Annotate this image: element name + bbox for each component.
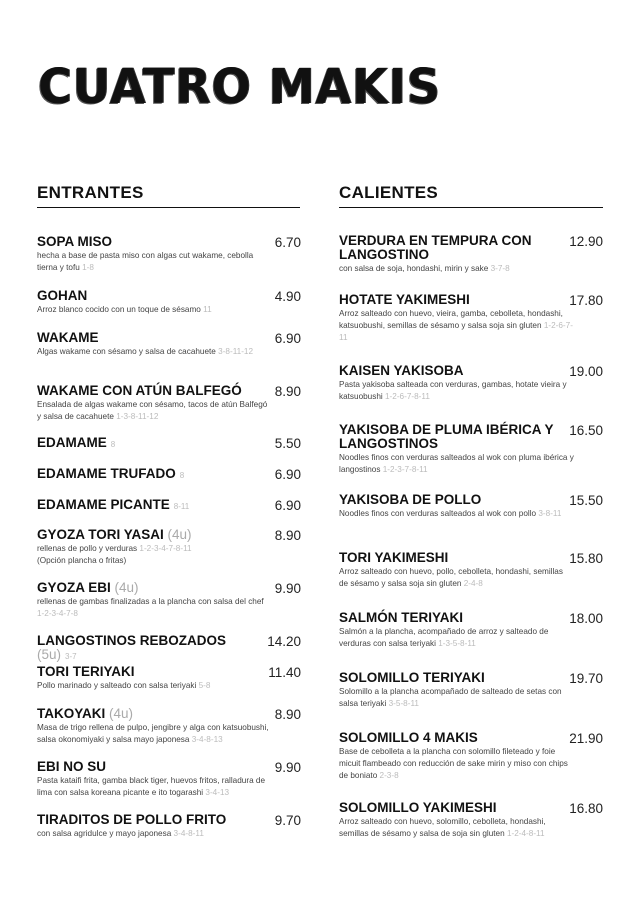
item-name: SOPA MISO bbox=[37, 234, 113, 249]
item-description: hecha a base de pasta miso con algas cut wakame, cebolla tierna y tofu bbox=[37, 251, 254, 272]
menu-item bbox=[37, 384, 301, 423]
item-description: Arroz salteado con huevo, solomillo, cebolleta, hondashi, semillas de sésamo y salsa de soja sin gluten bbox=[339, 817, 546, 838]
menu-item bbox=[37, 813, 301, 840]
item-name: EDAMAME TRUFADO bbox=[37, 466, 176, 481]
menu-item bbox=[339, 551, 603, 590]
item-allergens: 11 bbox=[203, 305, 212, 314]
menu-item bbox=[339, 364, 603, 403]
item-allergens: 1-2-3-4-7-8-11 bbox=[139, 544, 192, 553]
item-description-block bbox=[339, 816, 574, 840]
item-name: SALMÓN TERIYAKI bbox=[339, 610, 464, 625]
menu-item bbox=[339, 731, 603, 782]
item-name-row bbox=[37, 528, 252, 542]
item-quantity: (4u) bbox=[109, 706, 134, 721]
menu-item bbox=[37, 760, 301, 799]
item-price: 6.90 bbox=[274, 467, 301, 482]
menu-item bbox=[37, 581, 301, 620]
item-description: Masa de trigo rellena de pulpo, jengibre y alga con katsuobushi, salsa okonomiyaki y salsa mayo japonesa bbox=[37, 723, 269, 744]
item-price: 4.90 bbox=[274, 289, 301, 304]
item-description-block bbox=[37, 250, 272, 274]
item-name-row bbox=[37, 384, 252, 398]
item-price: 11.40 bbox=[268, 665, 301, 680]
item-allergens: 1-3-5-8-11 bbox=[438, 639, 476, 648]
menu-item bbox=[37, 436, 301, 452]
item-name-row bbox=[37, 813, 252, 827]
item-description: Pasta kataifi frita, gamba black tiger, huevos fritos, ralladura de lima con salsa koreana picante e ito togarashi bbox=[37, 776, 266, 797]
item-price: 5.50 bbox=[274, 436, 301, 451]
item-name-row bbox=[339, 551, 554, 565]
item-name: KAISEN YAKISOBA bbox=[339, 363, 464, 378]
menu-item bbox=[37, 331, 301, 358]
item-description: Algas wakame con sésamo y salsa de cacahuete bbox=[37, 347, 216, 356]
item-name: SOLOMILLO 4 MAKIS bbox=[339, 730, 478, 745]
section-heading-entrantes: ENTRANTES bbox=[37, 183, 300, 208]
menu-item bbox=[37, 665, 301, 692]
item-description-block bbox=[339, 566, 574, 590]
item-name-row bbox=[339, 364, 554, 378]
menu-item bbox=[339, 234, 603, 275]
section-heading-calientes: CALIENTES bbox=[339, 183, 603, 208]
item-description-block bbox=[37, 828, 272, 840]
item-allergens: 3-4-13 bbox=[205, 788, 230, 797]
item-allergens: 1-2-3-4-7-8 bbox=[37, 609, 78, 618]
item-price: 16.80 bbox=[569, 801, 603, 816]
item-price: 9.90 bbox=[274, 581, 301, 596]
item-name: EDAMAME bbox=[37, 435, 107, 450]
item-price: 19.70 bbox=[569, 671, 603, 686]
item-name-row bbox=[37, 665, 252, 679]
menu-item bbox=[37, 235, 301, 274]
item-price: 14.20 bbox=[267, 634, 301, 649]
item-description-block bbox=[37, 304, 272, 316]
item-name-row bbox=[37, 707, 252, 721]
menu-item bbox=[339, 423, 603, 476]
item-description: Solomillo a la plancha acompañado de salteado de setas con salsa teriyaki bbox=[339, 687, 562, 708]
item-price: 6.90 bbox=[274, 331, 301, 346]
item-price: 8.90 bbox=[274, 707, 301, 722]
item-description: con salsa agridulce y mayo japonesa bbox=[37, 829, 172, 838]
item-description-block bbox=[339, 626, 574, 650]
item-description: Arroz blanco cocido con un toque de sésamo bbox=[37, 305, 201, 314]
item-price: 8.90 bbox=[274, 528, 301, 543]
menu-item bbox=[339, 801, 603, 840]
menu-item bbox=[339, 671, 603, 710]
item-price: 8.90 bbox=[274, 384, 301, 399]
item-name: TAKOYAKI bbox=[37, 706, 106, 721]
item-name-row bbox=[37, 634, 252, 664]
item-name: GOHAN bbox=[37, 288, 88, 303]
restaurant-logo: CUATRO MAKIS bbox=[38, 58, 441, 115]
item-price: 6.70 bbox=[274, 235, 301, 250]
menu-item bbox=[339, 611, 603, 650]
item-price: 12.90 bbox=[569, 234, 603, 249]
item-description-block bbox=[339, 508, 574, 520]
item-description-block bbox=[37, 543, 272, 567]
item-name-row bbox=[339, 731, 554, 745]
item-name-row bbox=[339, 671, 554, 685]
item-name: HOTATE YAKIMESHI bbox=[339, 292, 470, 307]
item-name: WAKAME CON ATÚN BALFEGÓ bbox=[37, 383, 242, 398]
item-description-block bbox=[37, 680, 272, 692]
item-name-row bbox=[37, 760, 252, 774]
item-allergens: 3-5-8-11 bbox=[388, 699, 419, 708]
item-description-block bbox=[339, 746, 574, 782]
item-price: 19.00 bbox=[569, 364, 603, 379]
item-description-block bbox=[339, 452, 574, 476]
item-name-row bbox=[37, 498, 252, 514]
item-description: rellenas de pollo y verduras bbox=[37, 544, 138, 553]
item-description-block bbox=[37, 722, 272, 746]
item-name: YAKISOBA DE PLUMA IBÉRICA Y LANGOSTINOS bbox=[339, 422, 554, 451]
menu-item bbox=[37, 289, 301, 316]
item-quantity: (4u) bbox=[167, 527, 192, 542]
item-allergens: 5-8 bbox=[198, 681, 211, 690]
item-description: Arroz salteado con huevo, pollo, cebolleta, hondashi, semillas de sésamo y salsa soja sin gluten bbox=[339, 567, 563, 588]
item-name-row bbox=[37, 467, 252, 483]
item-allergens: 8 bbox=[179, 471, 185, 480]
item-name-row bbox=[339, 801, 554, 815]
item-description: Noodles finos con verduras salteados al wok con pollo bbox=[339, 509, 537, 518]
menu-item bbox=[339, 493, 603, 520]
item-description-block bbox=[339, 308, 574, 344]
item-allergens: 3-4-8-13 bbox=[191, 735, 223, 744]
item-name-row bbox=[339, 423, 554, 451]
item-description: Pasta yakisoba salteada con verduras, gambas, hotate vieira y katsuobushi bbox=[339, 380, 567, 401]
item-name: GYOZA TORI YASAI bbox=[37, 527, 164, 542]
item-name: YAKISOBA DE POLLO bbox=[339, 492, 482, 507]
item-description: Ensalada de algas wakame con sésamo, tacos de atún Balfegó y salsa de cacahuete bbox=[37, 400, 268, 421]
item-price: 9.90 bbox=[274, 760, 301, 775]
item-allergens: 1-2-4-8-11 bbox=[506, 829, 545, 838]
item-allergens: 3-7 bbox=[65, 652, 77, 661]
item-allergens: 8 bbox=[110, 440, 116, 449]
item-quantity: (4u) bbox=[114, 580, 139, 595]
item-allergens: 1-2-6-7-8-11 bbox=[384, 392, 430, 401]
menu-item bbox=[37, 498, 301, 514]
item-description-block bbox=[37, 346, 272, 358]
menu-item bbox=[339, 293, 603, 344]
item-allergens: 1-3-8-11-12 bbox=[116, 412, 159, 421]
item-description-block bbox=[339, 379, 574, 403]
item-description: Arroz salteado con huevo, vieira, gamba, cebolleta, hondashi, katsuobushi, semillas de sésamo y salsa soja sin gluten bbox=[339, 309, 563, 330]
item-note: (Opción plancha o fritas) bbox=[37, 556, 127, 565]
item-allergens: 3-4-8-11 bbox=[173, 829, 204, 838]
item-name-row bbox=[37, 436, 252, 452]
item-name-row bbox=[37, 581, 252, 595]
item-name: SOLOMILLO YAKIMESHI bbox=[339, 800, 497, 815]
item-price: 21.90 bbox=[569, 731, 603, 746]
item-price: 6.90 bbox=[274, 498, 301, 513]
item-description-block bbox=[339, 686, 574, 710]
item-quantity: (5u) bbox=[37, 647, 62, 662]
item-price: 17.80 bbox=[569, 293, 603, 308]
menu-item bbox=[37, 467, 301, 483]
item-name-row bbox=[339, 234, 554, 262]
item-name-row bbox=[37, 235, 252, 249]
item-description: Pollo marinado y salteado con salsa teriyaki bbox=[37, 681, 197, 690]
menu-item bbox=[37, 528, 301, 567]
item-allergens: 3-8-11-12 bbox=[218, 347, 254, 356]
item-allergens: 8-11 bbox=[173, 502, 190, 511]
item-name-row bbox=[339, 293, 554, 307]
item-description: Noodles finos con verduras salteados al wok con pluma ibérica y langostinos bbox=[339, 453, 574, 474]
item-allergens: 2-3-8 bbox=[379, 771, 399, 780]
item-name: SOLOMILLO TERIYAKI bbox=[339, 670, 485, 685]
item-allergens: 3-7-8 bbox=[490, 264, 510, 273]
menu-item bbox=[37, 707, 301, 746]
item-allergens: 1-2-6-7-11 bbox=[339, 321, 573, 342]
item-name-row bbox=[339, 611, 554, 625]
item-name: LANGOSTINOS REBOZADOS bbox=[37, 633, 227, 648]
item-price: 16.50 bbox=[569, 423, 603, 438]
item-name: WAKAME bbox=[37, 330, 99, 345]
item-name: TIRADITOS DE POLLO FRITO bbox=[37, 812, 227, 827]
item-description-block bbox=[37, 775, 272, 799]
item-name-row bbox=[37, 289, 252, 303]
menu-item bbox=[37, 634, 301, 664]
item-allergens: 3-8-11 bbox=[538, 509, 562, 518]
item-description-block bbox=[37, 399, 272, 423]
item-price: 18.00 bbox=[569, 611, 603, 626]
item-allergens: 1-8 bbox=[82, 263, 94, 272]
item-price: 15.50 bbox=[569, 493, 603, 508]
item-price: 9.70 bbox=[274, 813, 301, 828]
item-allergens: 1-2-3-7-8-11 bbox=[382, 465, 428, 474]
item-name: EDAMAME PICANTE bbox=[37, 497, 170, 512]
item-description: Base de cebolleta a la plancha con solomillo fileteado y foie micuit flambeado con reducción de sake mirin y miso con chips de boniato bbox=[339, 747, 568, 780]
item-price: 15.80 bbox=[569, 551, 603, 566]
item-description: con salsa de soja, hondashi, mirin y sake bbox=[339, 264, 489, 273]
item-name-row bbox=[37, 331, 252, 345]
item-name: EBI NO SU bbox=[37, 759, 107, 774]
item-name: VERDURA EN TEMPURA CON LANGOSTINO bbox=[339, 233, 532, 262]
item-description: rellenas de gambas finalizadas a la plancha con salsa del chef bbox=[37, 597, 264, 606]
item-name: TORI TERIYAKI bbox=[37, 664, 135, 679]
item-name: TORI YAKIMESHI bbox=[339, 550, 449, 565]
item-description: Salmón a la plancha, acompañado de arroz y salteado de verduras con salsa teriyaki bbox=[339, 627, 549, 648]
item-allergens: 2-4-8 bbox=[463, 579, 483, 588]
item-description-block bbox=[37, 596, 272, 620]
item-description-block bbox=[339, 263, 574, 275]
item-name-row bbox=[339, 493, 554, 507]
item-name: GYOZA EBI bbox=[37, 580, 111, 595]
